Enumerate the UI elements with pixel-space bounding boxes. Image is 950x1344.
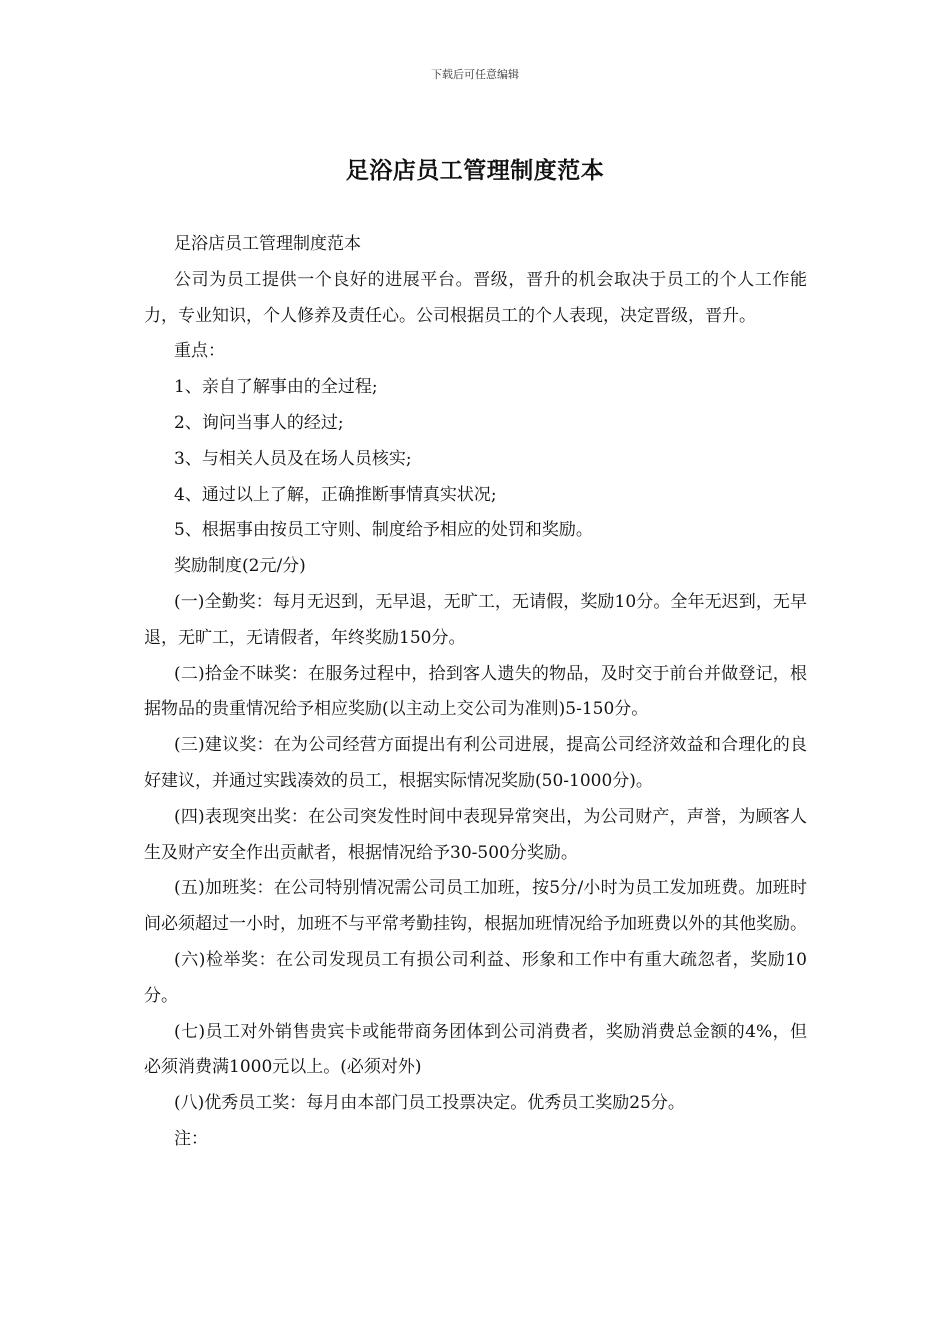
- paragraph-reward-6: (六)检举奖：在公司发现员工有损公司利益、形象和工作中有重大疏忽者，奖励10分。: [144, 949, 807, 1006]
- paragraph-reward-heading: 奖励制度(2元/分): [174, 556, 306, 577]
- paragraph-note: 注：: [174, 1128, 208, 1149]
- paragraph-point-5: 5、根据事由按员工守则、制度给予相应的处罚和奖励。: [174, 520, 593, 541]
- paragraph-reward-8: (八)优秀员工奖：每月由本部门员工投票决定。优秀员工奖励25分。: [174, 1093, 685, 1114]
- paragraph-point-4: 4、通过以上了解，正确推断事情真实状况;: [174, 484, 497, 505]
- paragraph-point-2: 2、询问当事人的经过;: [174, 412, 344, 433]
- paragraph-point-1: 1、亲自了解事由的全过程;: [174, 377, 378, 398]
- paragraph-reward-7: (七)员工对外销售贵宾卡或能带商务团体到公司消费者，奖励消费总金额的4%，但必须消费满1000元以上。(必须对外): [144, 1021, 807, 1078]
- paragraph-reward-4: (四)表现突出奖：在公司突发性时间中表现异常突出，为公司财产，声誉，为顾客人生及财产安全作出贡献者，根据情况给予30-500分奖励。: [144, 806, 807, 863]
- paragraph-intro: 公司为员工提供一个良好的进展平台。晋级，晋升的机会取决于员工的个人工作能力，专业知识，个人修养及责任心。公司根据员工的个人表现，决定晋级，晋升。: [144, 269, 807, 326]
- document-title: 足浴店员工管理制度范本: [345, 157, 605, 184]
- document-body: [144, 227, 807, 1158]
- header-note: 下载后可任意编辑: [431, 68, 519, 81]
- paragraph-reward-1: (一)全勤奖：每月无迟到，无早退，无旷工，无请假，奖励10分。全年无迟到，无早退，无旷工，无请假者，年终奖励150分。: [144, 591, 807, 648]
- paragraph-key-points-heading: 重点：: [174, 341, 225, 362]
- paragraph-point-3: 3、与相关人员及在场人员核实;: [174, 448, 412, 469]
- paragraph-reward-3: (三)建议奖：在为公司经营方面提出有利公司进展，提高公司经济效益和合理化的良好建议，并通过实践凑效的员工，根据实际情况奖励(50-1000分)。: [144, 735, 807, 791]
- paragraph-reward-2: (二)拾金不昧奖：在服务过程中，拾到客人遗失的物品，及时交于前台并做登记，根据物品的贵重情况给予相应奖励(以主动上交公司为准则)5-150分。: [144, 663, 807, 720]
- paragraph-reward-5: (五)加班奖：在公司特别情况需公司员工加班，按5分/小时为员工发加班费。加班时间必须超过一小时，加班不与平常考勤挂钩，根据加班情况给予加班费以外的其他奖励。: [144, 878, 807, 935]
- paragraph-subtitle: 足浴店员工管理制度范本: [174, 234, 361, 254]
